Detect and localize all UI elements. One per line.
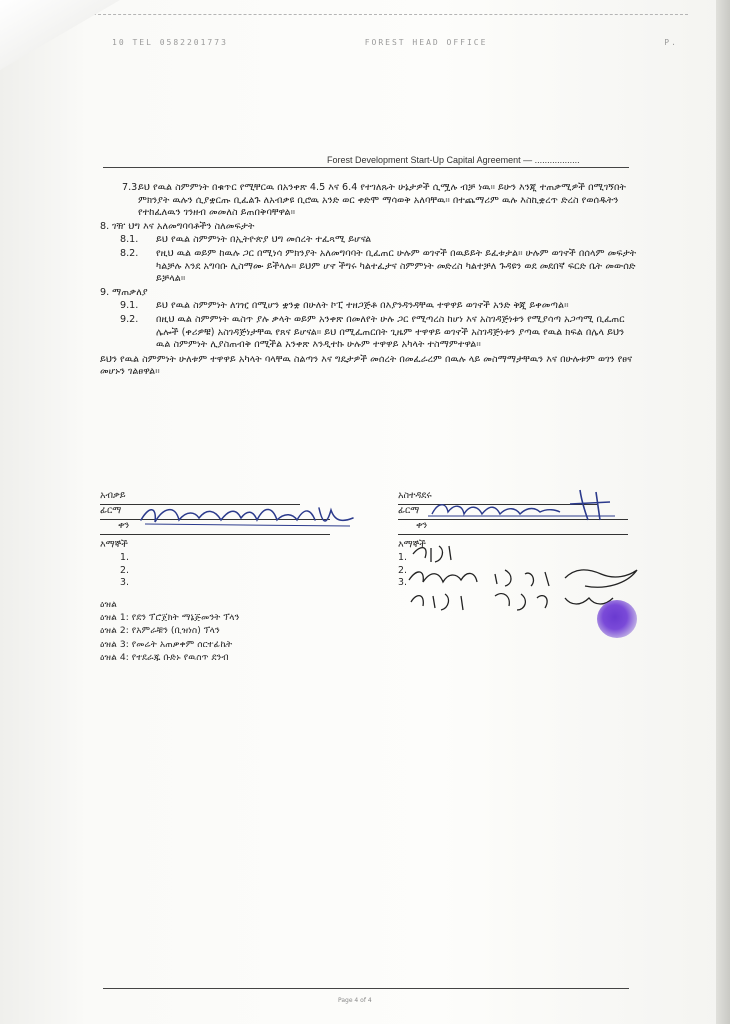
clause-7-3 bbox=[100, 182, 640, 220]
official-stamp bbox=[597, 600, 637, 638]
fax-header bbox=[112, 38, 678, 47]
clause-8-1 bbox=[100, 234, 640, 247]
role-left: አብቃይ bbox=[100, 490, 126, 501]
annex-item: ዕዝል 2: የአምራቹን (ቢዝነስ) ፕላን bbox=[100, 625, 220, 637]
clause-text: ይህ የዉል ስምምነት በኢትዮጵያ ህግ መሰረት ተፈጻሚ ይሆናል bbox=[156, 234, 372, 246]
clause-number: 8. bbox=[100, 220, 110, 232]
clause-number: 9.1. bbox=[120, 300, 139, 312]
annex-title: ዕዝል bbox=[100, 599, 117, 610]
annex-item: ዕዝል 1: የደን ፕሮጀክት ማኔጅመንት ፕላን bbox=[100, 612, 240, 624]
fax-office: FOREST HEAD OFFICE bbox=[364, 38, 488, 47]
witness-title-right: እማኞች bbox=[398, 539, 426, 550]
role-right: አስተዳደሩ bbox=[398, 490, 432, 501]
annex-list bbox=[100, 598, 239, 664]
footer-rule bbox=[103, 988, 629, 989]
sign-label-left: ፊርማ bbox=[100, 505, 122, 516]
clause-number: 8.1. bbox=[120, 234, 139, 246]
date-label-right: ቀን bbox=[416, 520, 428, 531]
clause-9-1 bbox=[100, 300, 640, 313]
clause-8-2 bbox=[100, 248, 640, 286]
clause-text: ማጠቃለያ bbox=[112, 286, 148, 298]
date-label-left: ቀን bbox=[118, 520, 130, 531]
sign-label-right: ፊርማ bbox=[398, 505, 420, 516]
clause-closing bbox=[100, 354, 640, 379]
witness-2-left: 2. bbox=[120, 564, 129, 576]
fax-number: 10 TEL 0582201773 bbox=[112, 38, 228, 47]
annex-item: ዕዝል 3: የመሬት አጠቃቀም ሰርተፊኬት bbox=[100, 638, 233, 650]
clause-8 bbox=[100, 221, 640, 234]
clause-text: ገዥ ህግ እና አለመግባባቶችን ስለመፍታት bbox=[112, 220, 255, 232]
page-edge-shadow bbox=[716, 0, 730, 1024]
agreement-body bbox=[100, 182, 640, 379]
header-rule bbox=[103, 167, 629, 168]
signature-right-handwriting bbox=[420, 486, 620, 524]
clause-text: የዚህ ዉል ወይም ከዉሉ ጋር በሚነሳ ምክንያት አለመግባባት ቢፈጠር ሁሉም ወገኖች በዉይይት ይፈቱታል። ሁሉም ወገኖች በሰላም መፍታት ካልቻሉ እንደ አግባቡ ሊስማሙ ይችላሉ። ይህም ሆኖ ችግሩ ካልተፈታና ስምምነት መድረስ ካልተቻለ ጉዳዩን ወደ መደበኛ ፍርድ ቤት መውሰድ ይቻላል። bbox=[156, 247, 637, 285]
clause-text: ይህ የዉል ስምምነት በቁጥር የሚቸርዉ በአንቀጽ 4.5 እና 6.4 የተገለጹት ሁኔታዎች ሲሟሉ ብቻ ነዉ። ይሁን እንጂ ተጠቃሚዎች በሚገኝበት ምክንያት ዉሉን ሲያቋርጡ ቢፈልጉ ለአብቃዩ ቢሮዉ አንድ ወር ቀድሞ ማሳወቅ አለባቸዉ። በተጨማሪም ዉሉ እስኪቋረጥ ድረስ የወሰዱትን የተከፈለዉን ገንዘብ መመለስ ይጠበቅባቸዋል። bbox=[138, 182, 626, 219]
clause-number: 9.2. bbox=[120, 313, 139, 325]
signature-left-handwriting bbox=[135, 498, 360, 532]
folded-corner bbox=[0, 0, 120, 70]
clause-number: 8.2. bbox=[120, 247, 139, 259]
witness-title-left: እማኞች bbox=[100, 539, 128, 550]
running-header: Forest Development Start-Up Capital Agreement — .................. bbox=[327, 155, 580, 165]
witness-1-left: 1. bbox=[120, 551, 129, 563]
annex-item: ዕዝል 4: የተደራጁ ቡድኑ የዉስጥ ደንብ bbox=[100, 651, 229, 663]
clause-number: 9. bbox=[100, 286, 110, 298]
witness-3-right: 3. bbox=[398, 577, 407, 589]
witness-3-left: 3. bbox=[120, 577, 129, 589]
fax-corner: P. bbox=[664, 38, 678, 47]
page-footer: Page 4 of 4 bbox=[338, 997, 372, 1004]
witness-2-right: 2. bbox=[398, 564, 407, 576]
witness-1-right: 1. bbox=[398, 551, 407, 563]
clause-number: 7.3. bbox=[122, 182, 141, 193]
clause-text: ይህ የዉል ስምምነት ለገዢ በሚሆን ቋንቋ በሁለት ኮፒ ተዘጋጅቶ በእያንዳንዳቸዉ ተዋዋይ ወገኖች አንድ ቅጂ ይቀመጣል። bbox=[156, 300, 569, 312]
fax-top-rule bbox=[88, 14, 688, 15]
clause-9 bbox=[100, 287, 640, 300]
clause-text: በዚህ ዉል ስምምነት ዉስጥ ያሉ ቃላት ወይም አንቀጽ በመለየት ሁሉ ጋር የሚጣረስ ከሆነ እና አስገዳጅነቱን የሚያሳጣ አጋጣሚ ቢፈጠር ሌሎች (ቀሪዎቹ) አስገዳጅነታቸዉ የጸና ይሆናል። ይህ በሚፈጠርበት ጊዜም ተዋዋይ ወገኖች አስገዳጅነቱን ያጣዉ የዉል ክፍል በሌላ ይህን ዉል ስምምነት ሊያስጠብቅ በሚችል አንቀጽ እንዲተኩ ሁሉም ተዋዋይ አካላት ተስማምተዋል። bbox=[156, 313, 625, 351]
clause-text: ይህን የዉል ስምምነት ሁለቱም ተዋዋይ አካላት ባላቸዉ ስልጣን እና ግዴታዎች መሰረት በመፈራረም በዉሉ ላይ መስማማታቸዉን እና በሁሉቱም ወገን የፀና መሆኑን ገልፀዋል። bbox=[100, 353, 633, 378]
clause-9-2 bbox=[100, 314, 640, 352]
